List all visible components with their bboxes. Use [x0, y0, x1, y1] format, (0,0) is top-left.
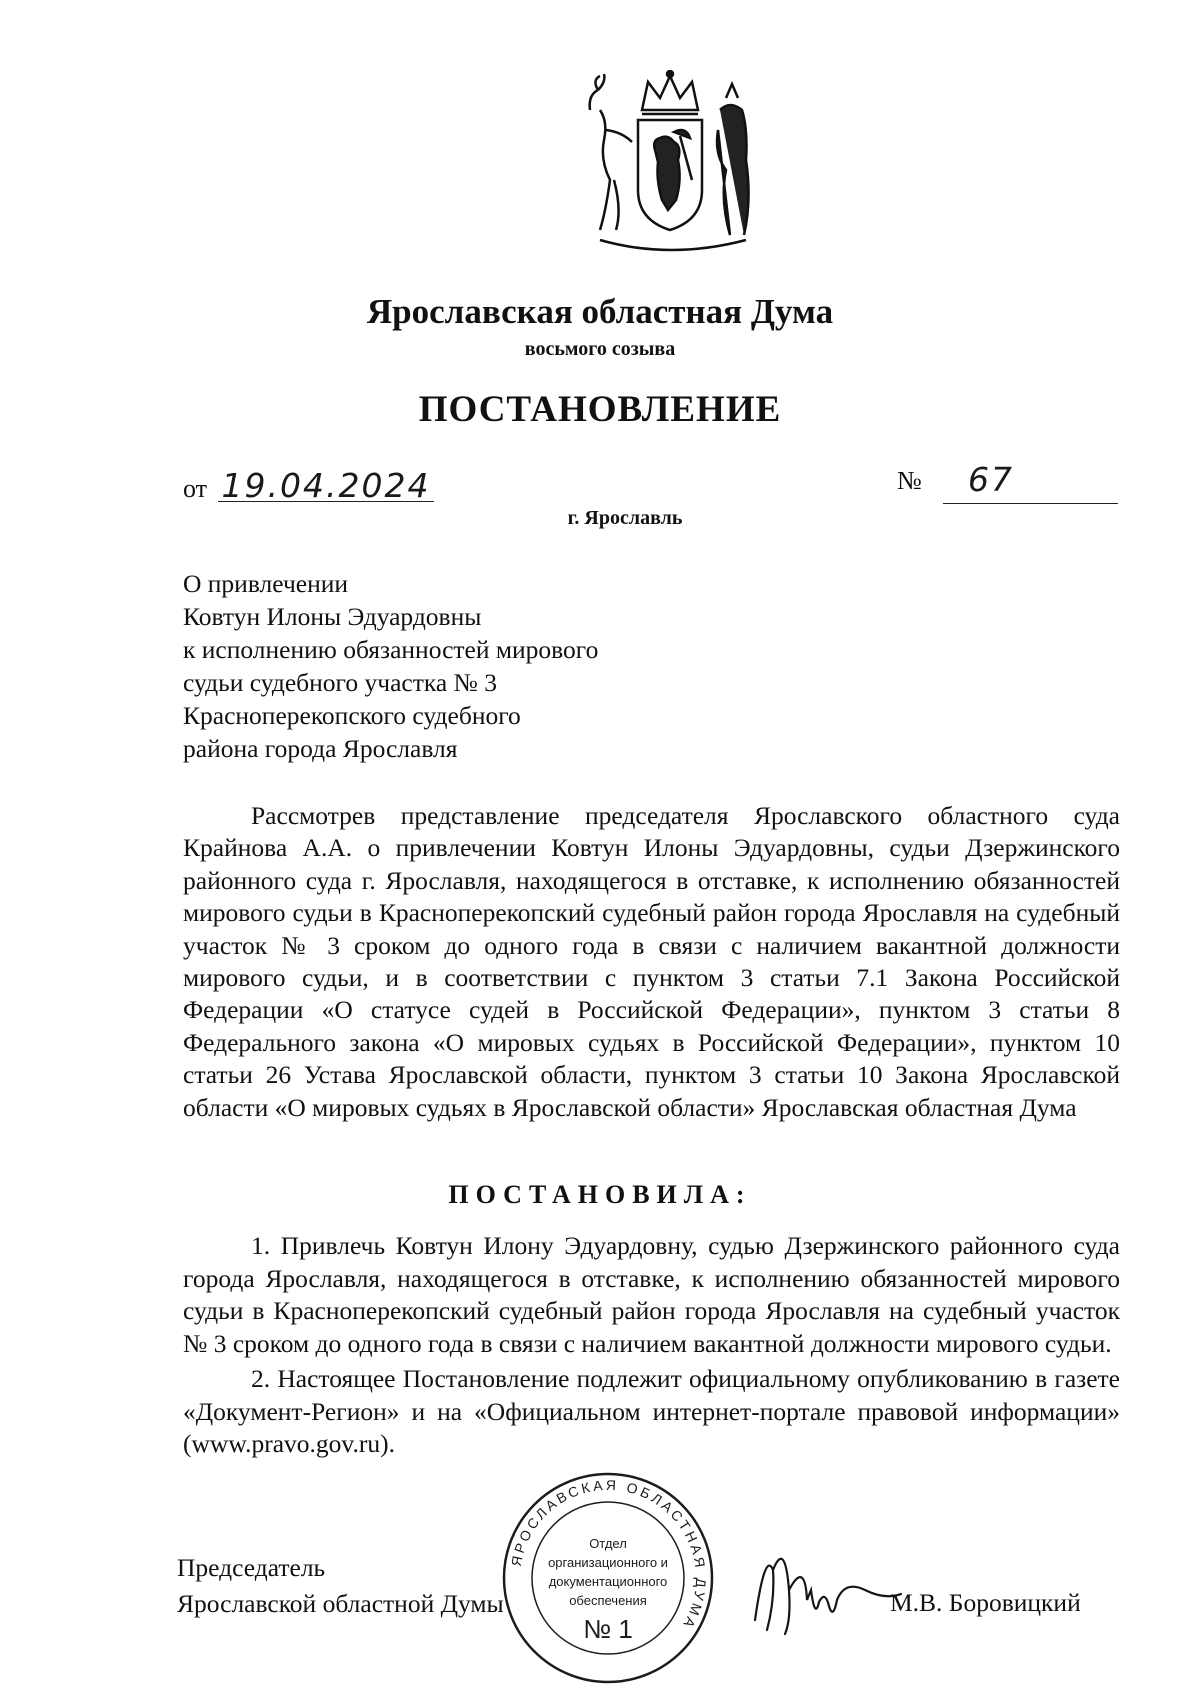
- date-value: 19.04.2024: [222, 466, 431, 505]
- signatory-role-line1: Председатель: [177, 1553, 326, 1582]
- official-stamp: [498, 1468, 718, 1688]
- signatory-name: М.В. Боровицкий: [890, 1588, 1081, 1617]
- resolution-items: [183, 1230, 1120, 1464]
- number-underline: [943, 503, 1118, 504]
- signatory-role-line2: Ярославской областной Думы: [177, 1589, 504, 1618]
- stamp-number: № 1: [583, 1614, 633, 1644]
- subject-line: района города Ярославля: [183, 734, 458, 763]
- handwritten-signature: [745, 1530, 905, 1640]
- date-prefix: от: [183, 474, 208, 503]
- preamble-paragraph: Рассмотрев представление председателя Ярославского областного суда Крайнова А.А. о привлечении Ковтун Илоны Эдуардовны, судьи Дзержинского районного суда г. Ярославля, находящегося в отставке, к исполнению обязанностей мирового судьи в Красноперекопский судебный район города Ярославля на судебный участок № 3 сроком до одного года в связи с наличием вакантной должности мирового судьи, и в соответствии с пунктом 3 статьи 7.1 Закона Российской Федерации «О статусе судей в Российской Федерации», пунктом 3 статьи 8 Федерального закона «О мировых судьях в Российской Федерации», пунктом 10 статьи 26 Устава Ярославской области, пунктом 3 статьи 10 Закона Ярославской области «О мировых судьях в Ярославской области» Ярославская областная Дума: [183, 801, 1120, 1122]
- subject-line: О привлечении: [183, 569, 349, 598]
- subject-line: Краснoперекопского судебного: [183, 701, 521, 730]
- resolution-item-1: 1. Привлечь Ковтун Илону Эдуардовну, судью Дзержинского районного суда города Ярославля, находящегося в отставке, к исполнению обязанностей мирового судьи в Красноперекопский судебный район города Ярославля на судебный участок № 3 сроком до одного года в связи с наличием вакантной должности мирового судьи.: [183, 1231, 1120, 1358]
- signatory-role: [177, 1550, 504, 1622]
- convocation-subtitle: восьмого созыва: [524, 338, 676, 360]
- preamble-block: [183, 800, 1120, 1124]
- resolved-heading: ПОСТАНОВИЛА:: [448, 1180, 752, 1209]
- stamp-ring-text: ЯРОСЛАВСКАЯ ОБЛАСТНАЯ ДУМА: [507, 1476, 710, 1633]
- resolution-item-2: 2. Настоящее Постановление подлежит официальному опубликованию в газете «Документ-Регион» и на «Официальном интернет-портале правовой информации» (www.pravo.gov.ru).: [183, 1364, 1120, 1458]
- stamp-line4: обеспечения: [569, 1593, 647, 1608]
- coat-of-arms-emblem: [570, 70, 770, 255]
- city-label: г. Ярославль: [567, 507, 683, 529]
- number-value: 67: [968, 460, 1014, 499]
- organization-title: Ярославская областная Дума: [366, 292, 834, 331]
- stamp-line2: организационного и: [548, 1555, 668, 1570]
- subject-line: Ковтун Илоны Эдуардовны: [183, 602, 482, 631]
- subject-line: к исполнению обязанностей мирового: [183, 635, 599, 664]
- subject-block: [183, 567, 598, 765]
- stamp-line1: Отдел: [589, 1536, 627, 1551]
- number-prefix: №: [897, 466, 922, 495]
- date-row: [183, 466, 430, 505]
- subject-line: судьи судебного участка № 3: [183, 668, 497, 697]
- document-type-heading: ПОСТАНОВЛЕНИЕ: [418, 389, 782, 430]
- stamp-line3: документационного: [548, 1574, 668, 1589]
